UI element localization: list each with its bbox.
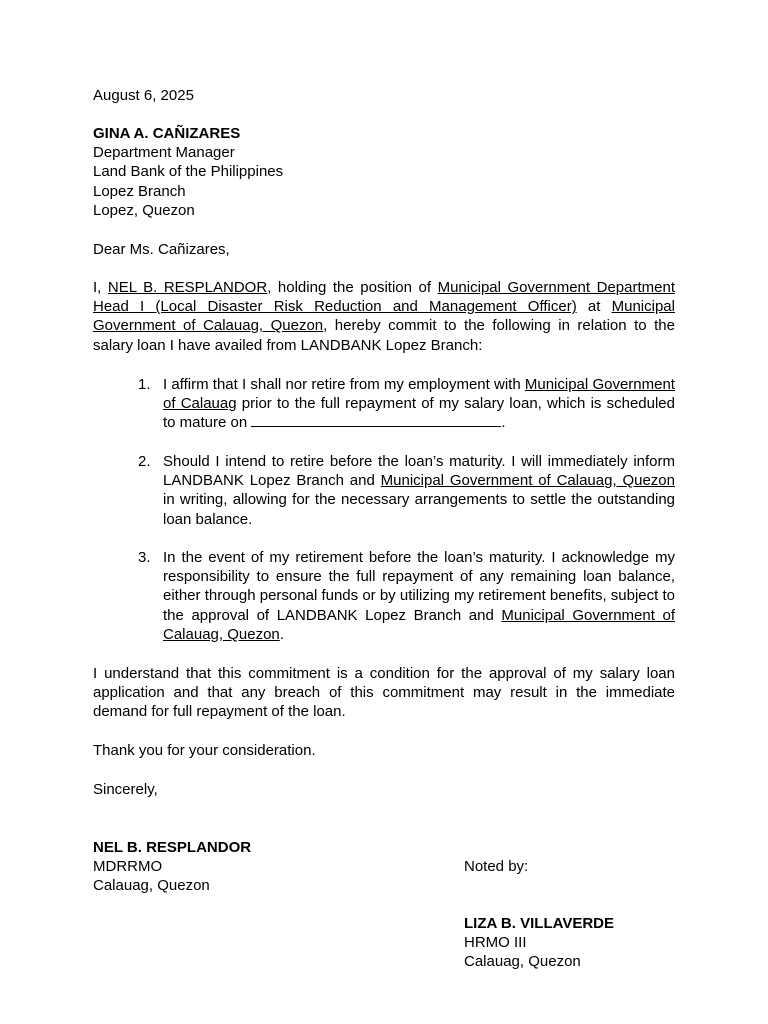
position-title: Municipal Government Department Head I (Local Disaster Risk Reduction and Management Officer) (93, 279, 675, 316)
thanks-line: Thank you for your consideration. (93, 742, 316, 759)
commitor-name: NEL B. RESPLANDOR (107, 279, 268, 296)
noted-by-name: LIZA B. VILLAVERDE (464, 915, 614, 932)
item-text: . (279, 625, 284, 643)
recipient-branch: Lopez Branch (93, 182, 186, 200)
signatory-name: NEL B. RESPLANDOR (93, 839, 252, 856)
signatory-title: MDRRMO (93, 858, 163, 876)
noted-by-location: Calauag, Quezon (464, 953, 581, 971)
commitment-item-1 (138, 375, 675, 433)
item-underlined: Municipal Government of Calauag (163, 376, 675, 413)
item-text: in writing, allowing for the necessary arrangements to settle the outstanding loan balance. (163, 491, 675, 528)
employer-name: Municipal Government of Calauag, Quezon (93, 298, 675, 335)
recipient-location: Lopez, Quezon (93, 201, 195, 219)
letter-date: August 6, 2025 (93, 87, 194, 104)
signatory-location: Calauag, Quezon (93, 877, 210, 895)
maturity-date-blank (251, 413, 501, 427)
recipient-block (93, 124, 675, 220)
commitment-item-3 (138, 548, 675, 644)
recipient-title: Department Manager (93, 144, 235, 162)
item-text: I affirm that I shall nor retire from my employment with (163, 376, 525, 393)
recipient-name: GINA A. CAÑIZARES (93, 125, 241, 142)
item-text: prior to the full repayment of my salary loan, which is scheduled to mature on (163, 395, 675, 432)
intro-text: , holding the position of (267, 279, 438, 296)
intro-text: at (576, 298, 612, 316)
item-text: In the event of my retirement before the loan’s maturity. I acknowledge my responsibility to ensure the full repayment of any remaining loan balance, either through personal funds or by utilizing my retirement benefits, subject to the approval of LANDBANK Lopez Branch and (163, 549, 675, 624)
salutation: Dear Ms. Cañizares, (93, 241, 230, 258)
signatory-block (93, 838, 393, 896)
noted-by-label: Noted by: (464, 858, 529, 875)
item-underlined: Municipal Government of Calauag, Quezon (380, 472, 675, 490)
noted-by-title: HRMO III (464, 934, 527, 952)
item-text: . (501, 414, 506, 432)
noted-by-block (464, 914, 714, 972)
understanding-paragraph: I understand that this commitment is a condition for the approval of my salary loan application and that any breach of this commitment may result in the immediate demand for full repayment of the loan. (93, 665, 675, 721)
item-number: 2. (138, 453, 151, 470)
commitment-item-2 (138, 452, 675, 529)
intro-text: , hereby commit to the following in relation to the salary loan I have availed from LANDBANK Lopez Branch: (93, 317, 675, 354)
closing-line: Sincerely, (93, 781, 158, 798)
recipient-org: Land Bank of the Philippines (93, 163, 284, 181)
item-text: Should I intend to retire before the loan’s maturity. I will immediately inform LANDBANK Lopez Branch and (163, 453, 675, 490)
item-number: 1. (138, 376, 151, 393)
intro-text: I, (93, 279, 108, 296)
item-number: 3. (138, 549, 151, 566)
intro-paragraph (93, 278, 675, 355)
item-underlined: Municipal Government of Calauag, Quezon (163, 606, 675, 643)
